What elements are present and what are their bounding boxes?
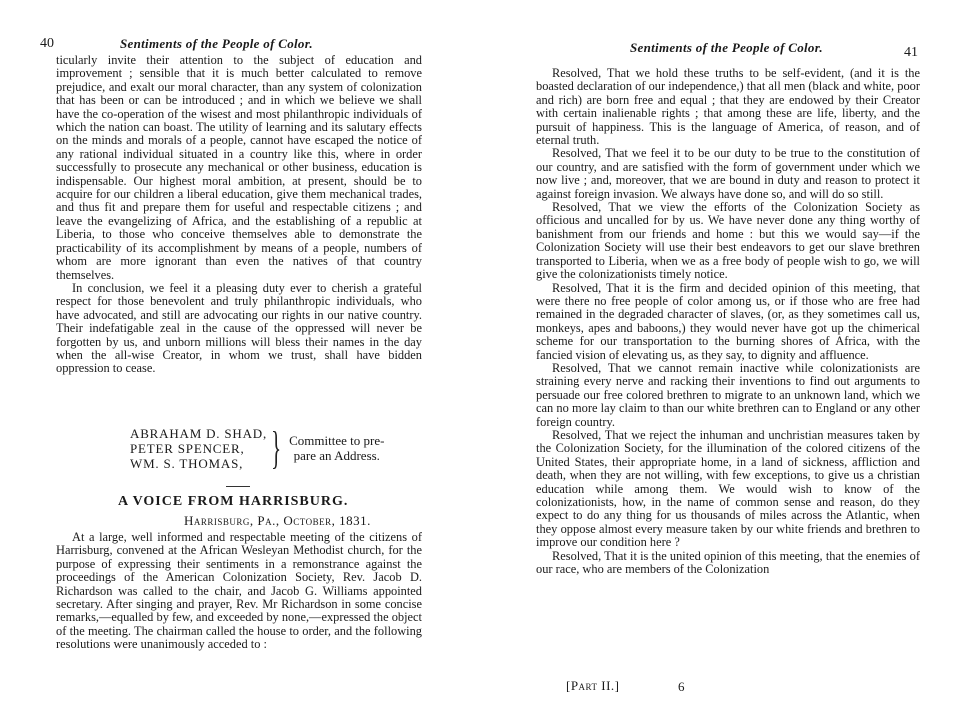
paragraph: In conclusion, we feel it a pleasing duty ever to cherish a grateful respect for those benevolent and truly philanthropic individuals, who have advocated, and still are advocating our rights in our native country. Their indefatigable zeal in the cause of the oppressed will never be forgotten by us, and unborn millions will bless their names in the day when the all-wise Creator, in whom we trust, shall have bidden oppression to cease.: [56, 280, 422, 376]
section-heading: A VOICE FROM HARRISBURG.: [118, 494, 349, 509]
resolution: Resolved, That we cannot remain inactive while colonizationists are straining every nerve and racking their inventions to find out arguments to persuade our free colored brethren to migrate to an unknown land, which we can no more lay claim to than our white brethren can to England or any other foreign country.: [536, 360, 920, 429]
resolution: Resolved, That it is the united opinion of this meeting, that the enemies of our race, who are members of the Colonization: [536, 548, 920, 577]
resolution: Resolved, That we reject the inhuman and unchristian measures taken by the Colonization Society, for the illumination of the colored citizens of the United States, their appropriate home, in a land of sickness, affliction and death, when they are not willing, with few exceptions, to give us a christian education while among them. We would wish to know of the colonizationists, how, in the name of common sense and reason, do they expect to do any thing for us thousands of miles across the Atlantic, when they oppose almost every measure taken by our white friends and brethren to improve our condition here ?: [536, 427, 920, 550]
signatories: [130, 422, 385, 473]
signature-number: 6: [678, 679, 685, 694]
running-head: Sentiments of the People of Color.: [120, 36, 313, 51]
paragraph: ticularly invite their attention to the subject of education and improvement ; sensible that it is much better calculated to remove prejudice, and exalt our moral character, than any system of colonization that has been or can be introduced ; and in which we believe we shall have the co-operation of the wisest and most philanthropic individuals of which the nation can boast. The utility of learning and its salutary effects on the minds and morals of a people, cannot have escaped the notice of any rational individual situated in a country like this, where in order successfully to prosecute any mechanical or other business, education is indispensable. Our highest moral ambition, at present, should be to acquire for our children a liberal education, give them mechanical trades, and thus fit and prepare them for useful and respectable citizens ; and leave the evangelizing of Africa, and the establishing of a republic at Liberia, to those who conceive themselves able to demonstrate the practicability of its accomplishment by means of a people, numbers of whom are more ignorant than even the natives of that country themselves.: [56, 53, 422, 282]
signer-name: WM. S. THOMAS,: [130, 455, 244, 471]
page-number: 40: [40, 36, 54, 51]
resolution: Resolved, That we feel it to be our duty to be true to the constitution of our country, and are satisfied with the form of government under which we now live ; and, moreover, that we are bound in duty and reason to protect it against foreign invasion. We always have done so, and will do so still.: [536, 146, 920, 201]
resolution: Resolved, That we hold these truths to be self-evident, (and it is the boasted declaration of our independence,) that all men (black and white, poor and rich) are born free and equal ; that they are endowed by their Creator with certain inalienable rights ; that among these are life, liberty, and the pursuit of happiness. This is the language of America, of reason, and of eternal truth.: [536, 66, 920, 148]
left-page: [0, 0, 480, 720]
committee-label: [289, 433, 384, 463]
resolution: Resolved, That we view the efforts of the Colonization Society as officious and uncalled for by us. We have never done any thing worthy of banishment from our friends and home : but this we would say—if the Colonization Society will use their best endeavors to get our slave brethren transported to Liberia, when we as a free body of people wish to go, we will give the colonizationists timely notice.: [536, 200, 920, 282]
harrisburg-paragraph: At a large, well informed and respectable meeting of the citizens of Harrisburg, convened at the African Wesleyan Methodist church, for the purpose of expressing their sentiments in a remonstrance against the proceedings of the American Colonization Society, Rev. Jacob D. Richardson was called to the chair, and Jacob G. Williams appointed secretary. After singing and prayer, Rev. Mr Richardson in some concise remarks,—equalled by few, and exceeded by none,—expressed the object of the meeting. The chairman called the house to order, and the following resolutions were unanimously acceded to :: [56, 530, 422, 652]
signature-mark: [Part II.]: [566, 678, 620, 693]
signer-names: [130, 426, 267, 471]
signer-name: ABRAHAM D. SHAD,: [130, 425, 268, 441]
dateline: Harrisburg, Pa., October, 1831.: [184, 513, 371, 528]
page-number: 41: [904, 45, 918, 60]
section-divider: [226, 486, 250, 487]
running-head: Sentiments of the People of Color.: [630, 40, 823, 55]
resolutions-text: [536, 67, 920, 576]
brace-glyph: }: [271, 422, 282, 473]
committee-line: pare an Address.: [293, 448, 380, 463]
committee-line: Committee to pre-: [289, 433, 385, 448]
signer-name: PETER SPENCER,: [130, 440, 245, 456]
body-text: [56, 54, 422, 376]
resolution: Resolved, That it is the firm and decided opinion of this meeting, that were there no free people of color among us, or if those who are free had remained in the degraded character of slaves, (or, as they sometimes call us, monkeys, apes and baboons,) they would never have got up the chimerical scheme for our transportation to the burning shores of Africa, with the fancied vision of elevating us, as they say, to dignity and affluence.: [536, 280, 920, 362]
right-page: [490, 0, 980, 720]
